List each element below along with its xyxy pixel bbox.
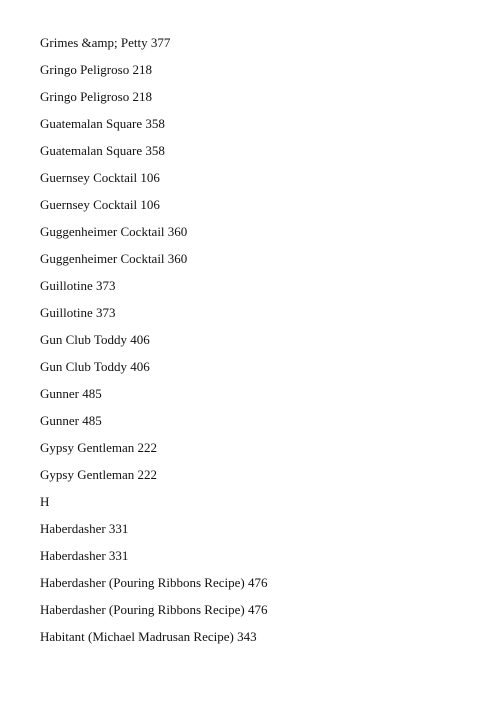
index-entry: Guggenheimer Cocktail 360 xyxy=(40,251,188,266)
index-list xyxy=(40,35,267,656)
index-entry: Guatemalan Square 358 xyxy=(40,143,165,158)
index-entry: Habitant (Michael Madrusan Recipe) 343 xyxy=(40,629,257,644)
section-letter-heading: H xyxy=(40,494,50,509)
index-entry: Gun Club Toddy 406 xyxy=(40,359,150,374)
index-entry: Gunner 485 xyxy=(40,386,102,401)
index-entry: Grimes &amp; Petty 377 xyxy=(40,35,171,50)
index-entry: Haberdasher 331 xyxy=(40,548,129,563)
index-entry: Haberdasher (Pouring Ribbons Recipe) 476 xyxy=(40,575,268,590)
index-entry: Gunner 485 xyxy=(40,413,102,428)
index-entry: Guernsey Cocktail 106 xyxy=(40,197,160,212)
index-entry: Guatemalan Square 358 xyxy=(40,116,165,131)
index-entry: Gun Club Toddy 406 xyxy=(40,332,150,347)
index-entry: Guggenheimer Cocktail 360 xyxy=(40,224,188,239)
index-entry: Gringo Peligroso 218 xyxy=(40,89,152,104)
index-entry: Guillotine 373 xyxy=(40,278,116,293)
index-entry: Gypsy Gentleman 222 xyxy=(40,440,157,455)
index-entry: Guernsey Cocktail 106 xyxy=(40,170,160,185)
index-entry: Haberdasher 331 xyxy=(40,521,129,536)
index-entry: Haberdasher (Pouring Ribbons Recipe) 476 xyxy=(40,602,268,617)
index-entry: Guillotine 373 xyxy=(40,305,116,320)
index-entry: Gringo Peligroso 218 xyxy=(40,62,152,77)
index-entry: Gypsy Gentleman 222 xyxy=(40,467,157,482)
